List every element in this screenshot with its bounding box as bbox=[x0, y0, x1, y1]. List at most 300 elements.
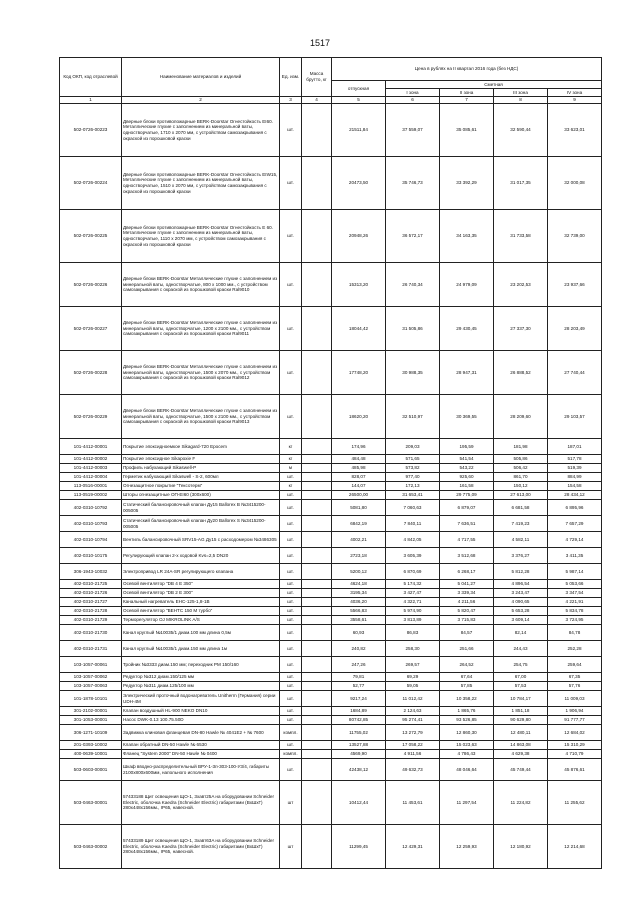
cell-price-zone2: 11 297,54 bbox=[440, 781, 494, 825]
cell-price-release: 485,98 bbox=[332, 464, 386, 473]
cell-price-zone3: 4 629,38 bbox=[494, 750, 548, 759]
cell-price-zone2: 24 979,09 bbox=[440, 263, 494, 307]
table-row bbox=[60, 351, 602, 395]
cell-name: Статический балансировочный клапан Ду20 Ballorex S №3415200-005005 bbox=[122, 516, 280, 532]
cell-name: Насос DWK-0.13 100.75.50D bbox=[122, 716, 280, 725]
cell-unit: кг bbox=[280, 482, 302, 491]
cell-price-release: 3195,34 bbox=[332, 589, 386, 598]
cell-price-zone4: 57,76 bbox=[548, 682, 602, 691]
table-row bbox=[60, 516, 602, 532]
cell-mass bbox=[302, 725, 332, 741]
cell-name: Электрический проточный водонагреватель Unitherm (Германия) серии UDH-4M bbox=[122, 691, 280, 707]
table-row bbox=[60, 641, 602, 657]
header-code: Код ОКП, код отраслевой bbox=[60, 58, 122, 97]
cell-price-zone4: 252,28 bbox=[548, 641, 602, 657]
cell-price-zone4: 7 657,29 bbox=[548, 516, 602, 532]
cell-code: 502-0726-00224 bbox=[60, 157, 122, 210]
page-number: 1517 bbox=[309, 38, 331, 48]
table-row bbox=[60, 682, 602, 691]
cell-code: 502-0726-00227 bbox=[60, 307, 122, 351]
cell-mass bbox=[302, 825, 332, 869]
cell-name: Клапан воздушный HL-900 NEKO DN10 bbox=[122, 707, 280, 716]
cell-price-release: 11755,02 bbox=[332, 725, 386, 741]
cell-code: 306-1943-10032 bbox=[60, 564, 122, 580]
table-row bbox=[60, 157, 602, 210]
cell-price-zone2: 57,85 bbox=[440, 682, 494, 691]
table-row bbox=[60, 657, 602, 673]
cell-price-zone2: 543,22 bbox=[440, 464, 494, 473]
cell-name: Терморегулятор OJ MIKROLINK A/S bbox=[122, 616, 280, 625]
cell-unit: шт. bbox=[280, 641, 302, 657]
cell-price-zone1: 11 012,42 bbox=[386, 691, 440, 707]
table-row bbox=[60, 548, 602, 564]
cell-code: 402-0310-10792 bbox=[60, 500, 122, 516]
cell-price-zone3: 5 812,28 bbox=[494, 564, 548, 580]
cell-name: Фланец "System 2000" DN-50 Hawle № 0400 bbox=[122, 750, 280, 759]
price-table bbox=[59, 57, 602, 869]
cell-price-zone1: 3 605,39 bbox=[386, 548, 440, 564]
cell-price-zone2: 30 369,55 bbox=[440, 395, 494, 439]
cell-mass bbox=[302, 616, 332, 625]
cell-mass bbox=[302, 500, 332, 516]
cell-unit: шт. bbox=[280, 589, 302, 598]
cell-price-release: 828,07 bbox=[332, 473, 386, 482]
cell-code: 503-0603-00001 bbox=[60, 759, 122, 781]
cell-unit: шт. bbox=[280, 395, 302, 439]
cell-price-zone4: 3 347,54 bbox=[548, 589, 602, 598]
table-row bbox=[60, 589, 602, 598]
cell-price-release: 2723,18 bbox=[332, 548, 386, 564]
cell-name: Дверные блоки BERK-Doorstar Металлические глухие с заполнением из минеральной ваты, одностворчатые, 1500 х 2070 мм., с устройством самозакрывания с окраской из порошковой краски Ral9012 bbox=[122, 351, 280, 395]
column-index: 1 bbox=[60, 97, 122, 104]
cell-code: 402-0310-10794 bbox=[60, 532, 122, 548]
cell-code: 101-1878-10101 bbox=[60, 691, 122, 707]
cell-price-zone3: 3 376,27 bbox=[494, 548, 548, 564]
cell-price-zone3: 244,43 bbox=[494, 641, 548, 657]
table-row bbox=[60, 395, 602, 439]
cell-unit: кг bbox=[280, 439, 302, 455]
cell-mass bbox=[302, 682, 332, 691]
cell-price-release: 4036,20 bbox=[332, 598, 386, 607]
cell-price-zone3: 45 749,44 bbox=[494, 759, 548, 781]
cell-mass bbox=[302, 759, 332, 781]
cell-code: 502-0726-00223 bbox=[60, 104, 122, 157]
table-row bbox=[60, 781, 602, 825]
cell-price-zone1: 7 840,11 bbox=[386, 516, 440, 532]
cell-unit: шт. bbox=[280, 707, 302, 716]
cell-price-zone2: 264,52 bbox=[440, 657, 494, 673]
cell-price-zone3: 3 243,47 bbox=[494, 589, 548, 598]
cell-price-release: 10412,44 bbox=[332, 781, 386, 825]
table-row bbox=[60, 491, 602, 500]
cell-price-zone1: 5 174,32 bbox=[386, 580, 440, 589]
cell-name: Огнезащитное покрытие "Тексотерм" bbox=[122, 482, 280, 491]
column-index: 3 bbox=[280, 97, 302, 104]
cell-unit: шт. bbox=[280, 491, 302, 500]
cell-price-zone2: 3 512,68 bbox=[440, 548, 494, 564]
cell-price-zone4: 67,35 bbox=[548, 673, 602, 682]
cell-price-zone2: 4 717,55 bbox=[440, 532, 494, 548]
cell-code: 103-1057-00061 bbox=[60, 657, 122, 673]
cell-code: 103-1057-00063 bbox=[60, 682, 122, 691]
cell-mass bbox=[302, 598, 332, 607]
cell-unit: шт bbox=[280, 825, 302, 869]
table-row bbox=[60, 439, 602, 455]
cell-unit: м bbox=[280, 464, 302, 473]
cell-price-zone2: 6 879,07 bbox=[440, 500, 494, 516]
cell-price-zone2: 35 085,61 bbox=[440, 104, 494, 157]
table-row bbox=[60, 580, 602, 589]
cell-price-release: 9217,24 bbox=[332, 691, 386, 707]
cell-price-zone3: 11 224,82 bbox=[494, 781, 548, 825]
cell-price-zone2: 7 636,51 bbox=[440, 516, 494, 532]
cell-price-zone2: 161,58 bbox=[440, 482, 494, 491]
cell-code: 402-0310-10793 bbox=[60, 516, 122, 532]
cell-price-zone3: 181,98 bbox=[494, 439, 548, 455]
cell-price-zone4: 27 740,44 bbox=[548, 351, 602, 395]
cell-unit: шт. bbox=[280, 657, 302, 673]
cell-mass bbox=[302, 691, 332, 707]
cell-name: Дверные блоки противопожарные BERK-Doorstar Огнестойкость EIW15, Металлические глухие с заполнением из минеральной ваты, одностворчатые, 1510 х 2070 мм, с устройством самозакрывания с окраской из порошковой краски bbox=[122, 157, 280, 210]
cell-code: 503-0463-00002 bbox=[60, 825, 122, 869]
cell-price-zone3: 4 090,65 bbox=[494, 598, 548, 607]
cell-price-zone1: 17 058,22 bbox=[386, 741, 440, 750]
cell-price-zone4: 29 103,57 bbox=[548, 395, 602, 439]
cell-mass bbox=[302, 464, 332, 473]
cell-name: Канал круглый №10035/1 диам.150 мм длина 1м bbox=[122, 641, 280, 657]
cell-price-zone1: 4 842,05 bbox=[386, 532, 440, 548]
column-index: 2 bbox=[122, 97, 280, 104]
cell-price-zone2: 48 046,64 bbox=[440, 759, 494, 781]
cell-price-zone1: 209,03 bbox=[386, 439, 440, 455]
cell-price-zone2: 1 865,76 bbox=[440, 707, 494, 716]
cell-price-zone1: 571,65 bbox=[386, 455, 440, 464]
cell-price-release: 240,82 bbox=[332, 641, 386, 657]
cell-name: Электропривод LR 24A-SR регулирующего клапана bbox=[122, 564, 280, 580]
cell-price-zone2: 15 023,63 bbox=[440, 741, 494, 750]
header-unit: Ед. изм. bbox=[280, 58, 302, 97]
cell-price-zone3: 31 733,58 bbox=[494, 210, 548, 263]
cell-name: Редуктор №311 диам.125/100 мм bbox=[122, 682, 280, 691]
cell-price-zone3: 27 613,00 bbox=[494, 491, 548, 500]
cell-mass bbox=[302, 741, 332, 750]
table-row bbox=[60, 691, 602, 707]
cell-name: Дверные блоки противопожарные BERK-Doorstar Огнестойкость Е 60. Металлические глухие с заполнением из минеральной ваты, одностворчатые, 1110 х 2070 мм, с устройством самозакрывания с окраской из порошковой краски bbox=[122, 210, 280, 263]
cell-code: 402-0310-21726 bbox=[60, 589, 122, 598]
cell-name: Задвижка клиновая фланцевая DN-80 Hawle № 4041E2 + № 7600 bbox=[122, 725, 280, 741]
table-row bbox=[60, 598, 602, 607]
cell-code: 502-0726-00226 bbox=[60, 263, 122, 307]
cell-price-zone2: 3 715,83 bbox=[440, 616, 494, 625]
cell-price-zone4: 23 937,66 bbox=[548, 263, 602, 307]
cell-unit: шт. bbox=[280, 625, 302, 641]
cell-code: 402-0310-21725 bbox=[60, 580, 122, 589]
header-estimate: Сметная bbox=[386, 81, 602, 89]
cell-price-zone3: 57,53 bbox=[494, 682, 548, 691]
cell-price-zone4: 4 729,14 bbox=[548, 532, 602, 548]
cell-price-release: 174,96 bbox=[332, 439, 386, 455]
table-row bbox=[60, 104, 602, 157]
header-name: Наименование материалов и изделий bbox=[122, 58, 280, 97]
cell-mass bbox=[302, 657, 332, 673]
cell-price-zone4: 1 906,94 bbox=[548, 707, 602, 716]
table-row bbox=[60, 482, 602, 491]
cell-price-zone3: 150,12 bbox=[494, 482, 548, 491]
table-row bbox=[60, 725, 602, 741]
cell-price-zone1: 11 453,61 bbox=[386, 781, 440, 825]
cell-price-release: 5566,83 bbox=[332, 607, 386, 616]
cell-code: 402-0310-21730 bbox=[60, 625, 122, 641]
cell-price-release: 13527,88 bbox=[332, 741, 386, 750]
cell-price-zone2: 67,64 bbox=[440, 673, 494, 682]
cell-unit: шт. bbox=[280, 307, 302, 351]
column-index: 5 bbox=[332, 97, 386, 104]
cell-code: 301-2102-00001 bbox=[60, 707, 122, 716]
table-row bbox=[60, 464, 602, 473]
cell-price-zone4: 33 623,01 bbox=[548, 104, 602, 157]
cell-price-zone2: 12 860,30 bbox=[440, 725, 494, 741]
cell-price-zone1: 6 870,69 bbox=[386, 564, 440, 580]
header-zone3: III зона bbox=[494, 89, 548, 97]
cell-price-zone4: 11 009,03 bbox=[548, 691, 602, 707]
cell-name: Осевой вентилятор "DB 2 E 300" bbox=[122, 589, 280, 598]
cell-price-zone2: 29 775,09 bbox=[440, 491, 494, 500]
cell-unit: шт. bbox=[280, 691, 302, 707]
cell-price-zone3: 12 180,92 bbox=[494, 825, 548, 869]
cell-price-zone3: 27 337,30 bbox=[494, 307, 548, 351]
cell-name: Канальный нагреватель ЕНС-125-1,8-1В bbox=[122, 598, 280, 607]
cell-code: 402-0310-21731 bbox=[60, 641, 122, 657]
column-index: 6 bbox=[386, 97, 440, 104]
cell-price-zone3: 254,75 bbox=[494, 657, 548, 673]
cell-unit: шт. bbox=[280, 673, 302, 682]
table-row bbox=[60, 263, 602, 307]
cell-name: Регулирующий клапан 2-х ходовой Kvs=2,5 DN20 bbox=[122, 548, 280, 564]
cell-name: Статический балансировочный клапан Ду15 Ballorex В №3415200-005005 bbox=[122, 500, 280, 516]
cell-price-zone1: 35 746,73 bbox=[386, 157, 440, 210]
cell-price-release: 4002,21 bbox=[332, 532, 386, 548]
header-release: отпускная bbox=[332, 81, 386, 97]
cell-price-zone4: 519,39 bbox=[548, 464, 602, 473]
cell-code: 113-0516-00001 bbox=[60, 482, 122, 491]
cell-price-zone4: 3 411,35 bbox=[548, 548, 602, 564]
cell-price-release: 26500,00 bbox=[332, 491, 386, 500]
cell-unit: шт. bbox=[280, 607, 302, 616]
table-row bbox=[60, 616, 602, 625]
cell-unit: компл. bbox=[280, 725, 302, 741]
cell-price-zone4: 3 724,95 bbox=[548, 616, 602, 625]
cell-price-release: 18044,42 bbox=[332, 307, 386, 351]
table-row bbox=[60, 625, 602, 641]
cell-mass bbox=[302, 625, 332, 641]
cell-name: Герметик набухающий Sikaswell - S-2, 600мл bbox=[122, 473, 280, 482]
cell-price-release: 5200,12 bbox=[332, 564, 386, 580]
cell-price-zone4: 5 987,14 bbox=[548, 564, 602, 580]
cell-price-zone4: 12 214,68 bbox=[548, 825, 602, 869]
cell-price-zone3: 26 888,52 bbox=[494, 351, 548, 395]
cell-mass bbox=[302, 607, 332, 616]
header-zone4: IV зона bbox=[548, 89, 602, 97]
cell-mass bbox=[302, 351, 332, 395]
table-row bbox=[60, 607, 602, 616]
cell-price-zone3: 90 629,80 bbox=[494, 716, 548, 725]
column-index-row bbox=[60, 97, 602, 104]
cell-price-zone4: 84,78 bbox=[548, 625, 602, 641]
cell-code: 502-0726-00229 bbox=[60, 395, 122, 439]
cell-unit: шт. bbox=[280, 210, 302, 263]
cell-price-zone3: 23 202,53 bbox=[494, 263, 548, 307]
cell-price-release: 247,26 bbox=[332, 657, 386, 673]
cell-code: 402-0310-21729 bbox=[60, 616, 122, 625]
cell-price-zone3: 6 681,58 bbox=[494, 500, 548, 516]
cell-price-zone1: 5 974,90 bbox=[386, 607, 440, 616]
cell-code: 101-4412-00002 bbox=[60, 455, 122, 464]
cell-mass bbox=[302, 707, 332, 716]
table-row bbox=[60, 707, 602, 716]
cell-price-zone1: 69,29 bbox=[386, 673, 440, 682]
cell-price-release: 144,07 bbox=[332, 482, 386, 491]
cell-price-release: 5081,80 bbox=[332, 500, 386, 516]
cell-price-zone2: 3 339,34 bbox=[440, 589, 494, 598]
cell-mass bbox=[302, 548, 332, 564]
cell-name: Редуктор №312 диам.150/125 мм bbox=[122, 673, 280, 682]
cell-price-zone3: 3 609,14 bbox=[494, 616, 548, 625]
cell-price-zone1: 2 124,63 bbox=[386, 707, 440, 716]
cell-unit: шт. bbox=[280, 548, 302, 564]
cell-name: Клапан обратный DN-50 Hawle № 6530 bbox=[122, 741, 280, 750]
cell-price-zone1: 49 632,73 bbox=[386, 759, 440, 781]
cell-price-zone2: 93 526,85 bbox=[440, 716, 494, 725]
cell-price-release: 80742,85 bbox=[332, 716, 386, 725]
cell-unit: шт. bbox=[280, 580, 302, 589]
cell-price-zone4: 6 895,96 bbox=[548, 500, 602, 516]
cell-price-zone1: 59,05 bbox=[386, 682, 440, 691]
cell-price-release: 60,93 bbox=[332, 625, 386, 641]
cell-price-zone4: 4 710,79 bbox=[548, 750, 602, 759]
cell-price-zone1: 3 427,47 bbox=[386, 589, 440, 598]
cell-price-zone1: 86,83 bbox=[386, 625, 440, 641]
cell-price-zone1: 30 988,35 bbox=[386, 351, 440, 395]
cell-name: Дверные блоки BERK-Doorstar Металлические глухие с заполнением из минеральной ваты, одностворчатые, 1200 х 2100 мм., с устройством самозакрывания с окраской из порошковой краски Ral9011 bbox=[122, 307, 280, 351]
table-row bbox=[60, 455, 602, 464]
cell-price-zone1: 13 272,79 bbox=[386, 725, 440, 741]
cell-unit: шт. bbox=[280, 532, 302, 548]
header-mass: Масса брутто, кг bbox=[302, 58, 332, 97]
cell-price-zone4: 259,64 bbox=[548, 657, 602, 673]
cell-name: Осевой вентилятор "ВЕНТС 150 М турбо" bbox=[122, 607, 280, 616]
cell-unit: шт. bbox=[280, 473, 302, 482]
table-row bbox=[60, 741, 602, 750]
column-index: 7 bbox=[440, 97, 494, 104]
cell-name: Шкаф вводно-распределительный ВРУ-1-3п-303-100-У3/4, габариты 2100х800х600мм, напольного исполнения bbox=[122, 759, 280, 781]
cell-code: 502-0726-00225 bbox=[60, 210, 122, 263]
cell-price-release: 1684,89 bbox=[332, 707, 386, 716]
cell-price-zone4: 15 310,29 bbox=[548, 741, 602, 750]
table-row bbox=[60, 716, 602, 725]
cell-price-zone2: 84,57 bbox=[440, 625, 494, 641]
cell-price-zone1: 36 572,17 bbox=[386, 210, 440, 263]
cell-price-zone4: 5 053,66 bbox=[548, 580, 602, 589]
cell-price-zone4: 5 834,78 bbox=[548, 607, 602, 616]
cell-name: Тройник №3333 диам.150 мм; переходник PM 150/160 bbox=[122, 657, 280, 673]
cell-price-zone4: 517,78 bbox=[548, 455, 602, 464]
cell-price-zone2: 5 041,27 bbox=[440, 580, 494, 589]
cell-code: 201-0393-10002 bbox=[60, 741, 122, 750]
cell-price-zone2: 4 211,56 bbox=[440, 598, 494, 607]
cell-price-zone3: 4 896,54 bbox=[494, 580, 548, 589]
table-row bbox=[60, 750, 602, 759]
cell-mass bbox=[302, 439, 332, 455]
cell-price-zone1: 4 911,56 bbox=[386, 750, 440, 759]
cell-price-zone3: 7 419,23 bbox=[494, 516, 548, 532]
cell-code: 113-0519-00002 bbox=[60, 491, 122, 500]
cell-price-zone4: 187,01 bbox=[548, 439, 602, 455]
cell-price-zone2: 29 430,45 bbox=[440, 307, 494, 351]
column-index: 9 bbox=[548, 97, 602, 104]
cell-price-release: 42438,12 bbox=[332, 759, 386, 781]
cell-unit: шт. bbox=[280, 598, 302, 607]
cell-price-zone2: 6 268,17 bbox=[440, 564, 494, 580]
cell-code: 400-0639-10001 bbox=[60, 750, 122, 759]
cell-price-release: 11299,45 bbox=[332, 825, 386, 869]
table-row bbox=[60, 673, 602, 682]
cell-price-zone3: 32 590,44 bbox=[494, 104, 548, 157]
cell-mass bbox=[302, 263, 332, 307]
cell-price-zone1: 95 274,41 bbox=[386, 716, 440, 725]
cell-price-zone1: 269,57 bbox=[386, 657, 440, 673]
table-row bbox=[60, 532, 602, 548]
table-row bbox=[60, 500, 602, 516]
cell-name: Вентиль балансировочный SRV15-AG Ду15 с расходомером №3486305 bbox=[122, 532, 280, 548]
cell-price-zone1: 31 505,86 bbox=[386, 307, 440, 351]
cell-price-zone3: 506,42 bbox=[494, 464, 548, 473]
cell-price-release: 3558,61 bbox=[332, 616, 386, 625]
cell-price-zone1: 977,40 bbox=[386, 473, 440, 482]
cell-price-zone2: 925,60 bbox=[440, 473, 494, 482]
cell-price-zone1: 7 060,63 bbox=[386, 500, 440, 516]
cell-name: Дверные блоки BERK-Doorstar Металлические глухие с заполнением из минеральной ваты, одностворчатые, 800 х 1000 мм., с устройством самозакрывания с окраской из порошковой краски Ral9010 bbox=[122, 263, 280, 307]
cell-mass bbox=[302, 589, 332, 598]
cell-unit: шт. bbox=[280, 500, 302, 516]
cell-price-zone4: 28 434,12 bbox=[548, 491, 602, 500]
cell-unit: шт. bbox=[280, 516, 302, 532]
cell-price-zone4: 11 255,62 bbox=[548, 781, 602, 825]
cell-code: 402-0310-21727 bbox=[60, 598, 122, 607]
cell-price-zone3: 505,86 bbox=[494, 455, 548, 464]
cell-price-zone1: 4 322,71 bbox=[386, 598, 440, 607]
cell-unit: шт. bbox=[280, 716, 302, 725]
cell-unit: шт. bbox=[280, 564, 302, 580]
cell-price-zone1: 26 740,34 bbox=[386, 263, 440, 307]
cell-price-release: 52,77 bbox=[332, 682, 386, 691]
cell-price-release: 6842,19 bbox=[332, 516, 386, 532]
cell-price-zone4: 28 203,49 bbox=[548, 307, 602, 351]
cell-mass bbox=[302, 716, 332, 725]
cell-price-zone1: 32 510,97 bbox=[386, 395, 440, 439]
cell-unit: шт bbox=[280, 781, 302, 825]
cell-mass bbox=[302, 395, 332, 439]
cell-price-zone4: 91 777,77 bbox=[548, 716, 602, 725]
cell-price-zone1: 172,13 bbox=[386, 482, 440, 491]
cell-code: 101-4412-00003 bbox=[60, 464, 122, 473]
cell-price-zone2: 12 259,93 bbox=[440, 825, 494, 869]
cell-price-zone1: 12 429,31 bbox=[386, 825, 440, 869]
cell-unit: шт. bbox=[280, 759, 302, 781]
cell-unit: шт. bbox=[280, 351, 302, 395]
cell-price-zone3: 14 863,08 bbox=[494, 741, 548, 750]
cell-price-release: 21511,84 bbox=[332, 104, 386, 157]
cell-price-zone2: 4 786,43 bbox=[440, 750, 494, 759]
